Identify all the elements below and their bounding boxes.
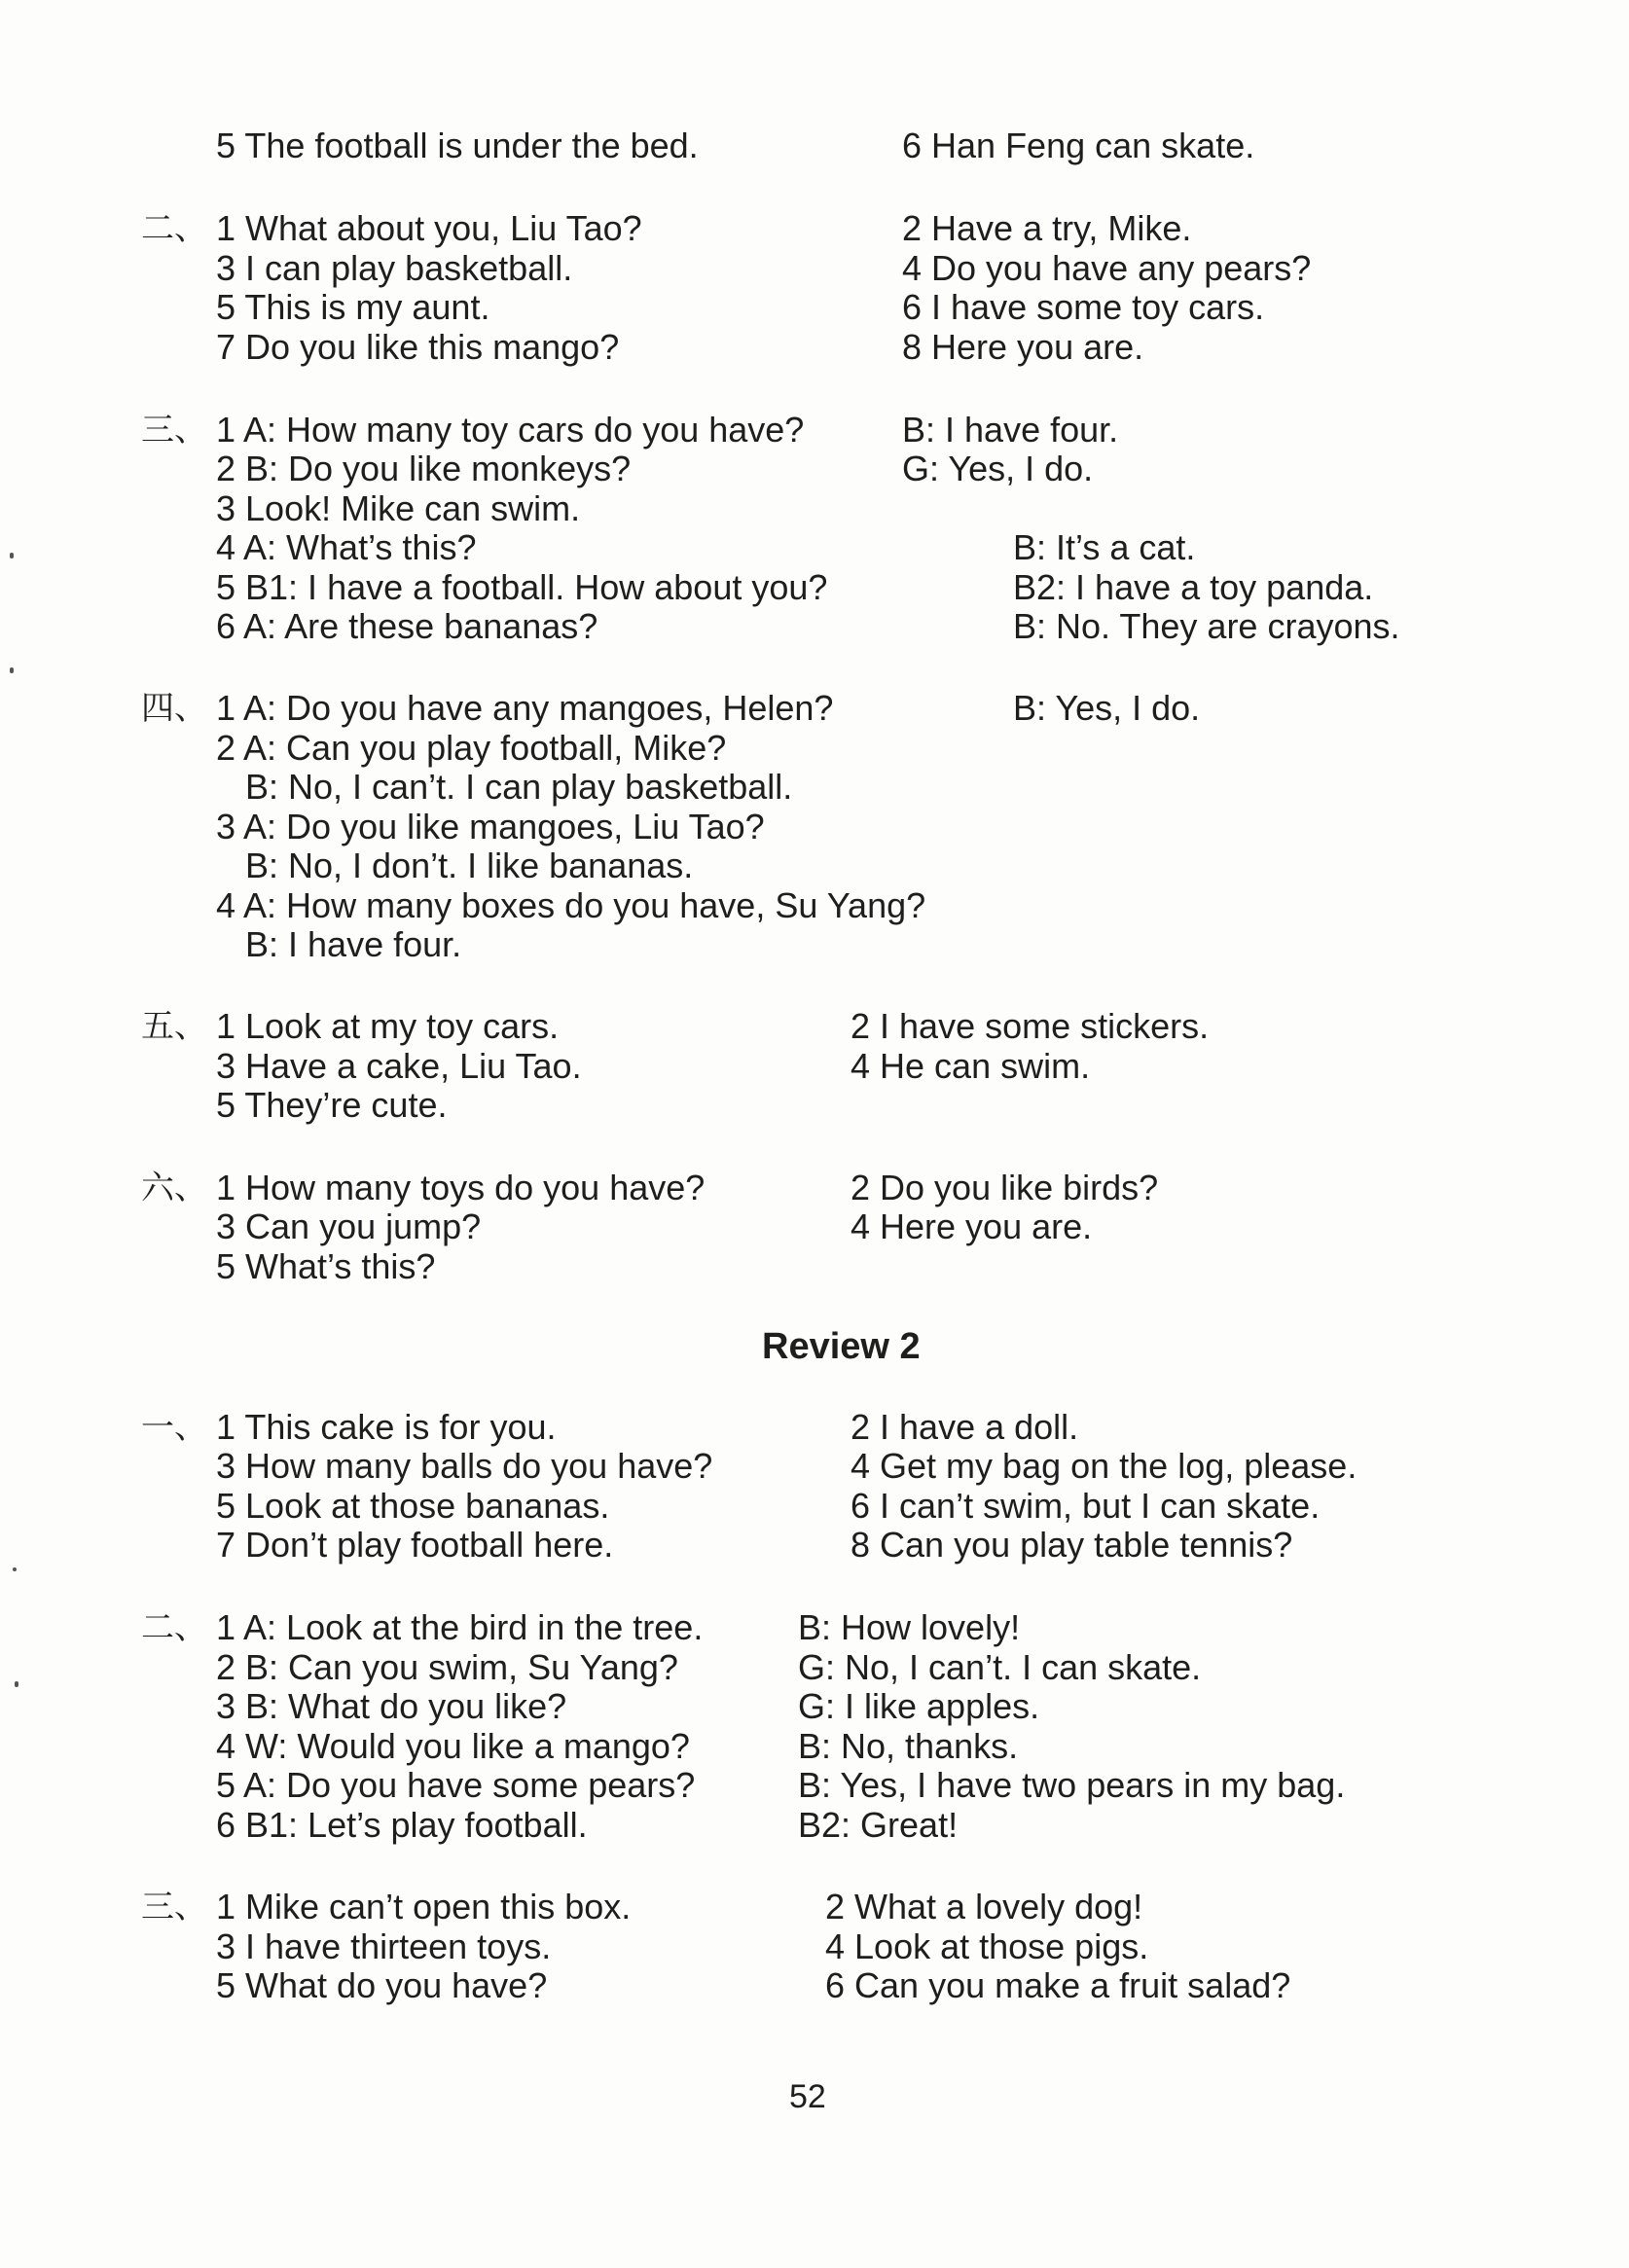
answer-line: B: No. They are crayons. [1013,606,1400,646]
section-label: 二、 [141,209,207,248]
scan-speck [13,1567,17,1571]
answer-line: 5 Look at those bananas. [216,1486,610,1526]
answer-line: B: No, I can’t. I can play basketball. [245,767,793,807]
answer-line: 5 The football is under the bed. [216,126,699,165]
answer-line: 1 Mike can’t open this box. [216,1887,632,1926]
answer-line: 4 He can swim. [851,1046,1091,1086]
answer-line: 1 This cake is for you. [216,1407,557,1447]
answer-line: 2 I have some stickers. [851,1006,1210,1046]
answer-line: 1 A: Look at the bird in the tree. [216,1607,704,1647]
answer-line: B: Yes, I do. [1013,688,1201,728]
answer-line: B: Yes, I have two pears in my bag. [798,1765,1346,1805]
section-label: 一、 [141,1408,207,1447]
answer-line: 6 A: Are these bananas? [216,606,598,646]
answer-line: 5 B1: I have a football. How about you? [216,567,828,607]
answer-line: 3 Have a cake, Liu Tao. [216,1046,582,1086]
answer-line: 1 How many toys do you have? [216,1168,706,1207]
answer-line: 3 Look! Mike can swim. [216,488,581,528]
answer-line: 1 A: How many toy cars do you have? [216,410,805,450]
answer-line: 3 I can play basketball. [216,248,573,288]
scan-speck [10,553,14,558]
answer-line: 2 Have a try, Mike. [902,208,1192,248]
answer-line: 6 Han Feng can skate. [902,126,1255,165]
answer-line: 5 What’s this? [216,1246,436,1286]
section-heading: Review 2 [762,1326,921,1367]
answer-line: 4 A: How many boxes do you have, Su Yang? [216,885,926,925]
section-label: 六、 [141,1169,207,1207]
answer-line: G: I like apples. [798,1686,1040,1726]
answer-line: B: It’s a cat. [1013,527,1196,567]
answer-line: 3 A: Do you like mangoes, Liu Tao? [216,807,765,846]
section-label: 五、 [141,1007,207,1046]
answer-line: 3 How many balls do you have? [216,1446,713,1486]
answer-line: 3 B: What do you like? [216,1686,567,1726]
answer-line: B: No, thanks. [798,1726,1019,1766]
answer-line: 2 What a lovely dog! [825,1887,1143,1926]
answer-line: 1 Look at my toy cars. [216,1006,560,1046]
answer-line: 2 A: Can you play football, Mike? [216,728,727,768]
answer-line: 4 Get my bag on the log, please. [851,1446,1358,1486]
section-label: 三、 [141,1888,207,1926]
scan-speck [10,667,14,673]
answer-line: 4 Look at those pigs. [825,1926,1149,1966]
scan-speck [15,1681,18,1687]
answer-line: G: Yes, I do. [902,449,1094,488]
answer-line: 4 Do you have any pears? [902,248,1312,288]
answer-line: 5 What do you have? [216,1965,548,2005]
answer-line: B2: I have a toy panda. [1013,567,1374,607]
section-label: 三、 [141,411,207,450]
section-label: 四、 [141,689,207,728]
answer-line: B2: Great! [798,1805,959,1845]
answer-line: 3 Can you jump? [216,1206,482,1246]
answer-line: 7 Do you like this mango? [216,327,620,367]
answer-line: 3 I have thirteen toys. [216,1926,552,1966]
answer-line: B: I have four. [245,924,462,964]
answer-line: 6 B1: Let’s play football. [216,1805,588,1845]
answer-line: B: No, I don’t. I like bananas. [245,846,694,885]
answer-line: 5 A: Do you have some pears? [216,1765,696,1805]
answer-line: 1 A: Do you have any mangoes, Helen? [216,688,834,728]
answer-line: 4 A: What’s this? [216,527,477,567]
answer-line: 6 Can you make a fruit salad? [825,1965,1291,2005]
answer-line: 4 W: Would you like a mango? [216,1726,690,1766]
answer-line: G: No, I can’t. I can skate. [798,1647,1202,1687]
answer-line: 5 This is my aunt. [216,287,490,327]
answer-line: 8 Here you are. [902,327,1144,367]
answer-line: 2 Do you like birds? [851,1168,1159,1207]
answer-line: 2 I have a doll. [851,1407,1079,1447]
page-number: 52 [789,2078,826,2115]
answer-line: 7 Don’t play football here. [216,1525,614,1565]
answer-line: B: How lovely! [798,1607,1021,1647]
answer-line: 1 What about you, Liu Tao? [216,208,642,248]
section-label: 二、 [141,1608,207,1647]
answer-line: 2 B: Do you like monkeys? [216,449,632,488]
answer-line: 5 They’re cute. [216,1085,448,1125]
answer-line: 4 Here you are. [851,1206,1093,1246]
answer-line: 2 B: Can you swim, Su Yang? [216,1647,678,1687]
answer-line: 6 I can’t swim, but I can skate. [851,1486,1321,1526]
answer-line: 8 Can you play table tennis? [851,1525,1293,1565]
answer-line: 6 I have some toy cars. [902,287,1265,327]
answer-line: B: I have four. [902,410,1119,450]
